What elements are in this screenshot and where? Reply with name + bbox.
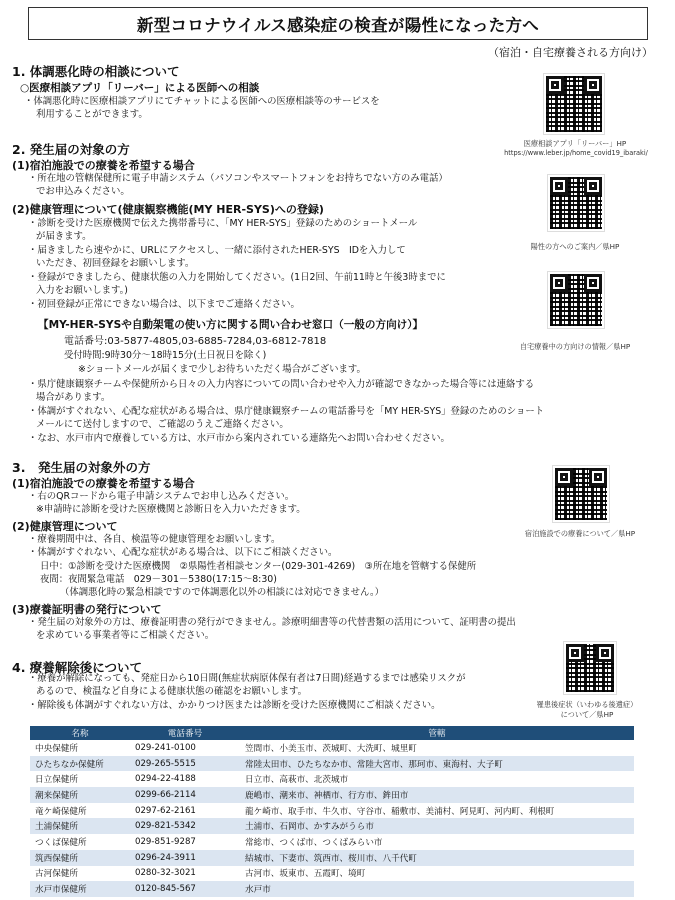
cell-jurisdiction: 龍ケ崎市、取手市、牛久市、守谷市、稲敷市、美浦村、阿見町、河内町、利根町 bbox=[240, 803, 634, 819]
section1-line2: 利用することができます。 bbox=[36, 109, 148, 120]
section2-b4: いただき、初回登録をお願いします。 bbox=[36, 258, 195, 269]
section2-c4: メールにて送付しますので、ご確認のうえご連絡ください。 bbox=[36, 419, 289, 430]
cell-phone: 029-241-0100 bbox=[130, 740, 240, 756]
cell-phone: 029-265-5515 bbox=[130, 756, 240, 772]
section2-heading: 2. 発生届の対象の方 bbox=[12, 142, 130, 157]
cell-phone: 0280-32-3021 bbox=[130, 866, 240, 882]
qr5-caption1: 罹患後症状（いわゆる後遺症） bbox=[536, 700, 638, 709]
table-row bbox=[30, 787, 634, 803]
qr3-caption: 自宅療養中の方向けの情報／県HP bbox=[519, 342, 631, 351]
section1-line1: ・体調悪化時に医療相談アプリにてチャットによる医師への医療相談等のサービスを bbox=[24, 96, 380, 107]
cell-name: つくば保健所 bbox=[30, 834, 130, 850]
section2-b6: 入力をお願いします。) bbox=[36, 285, 128, 296]
cell-jurisdiction: 鹿嶋市、潮来市、神栖市、行方市、鉾田市 bbox=[240, 787, 634, 803]
cell-name: ひたちなか保健所 bbox=[30, 756, 130, 772]
section2-c3: ・体調がすぐれない、心配な症状がある場合は、県庁健康観察チームの電話番号を「MY HER-SYS」登録のためのショート bbox=[28, 406, 545, 417]
section1-heading: 1. 体調悪化時の相談について bbox=[12, 64, 180, 79]
cell-jurisdiction: 日立市、高萩市、北茨城市 bbox=[240, 771, 634, 787]
section3-b3: 日中：①診断を受けた医療機関 ②県陽性者相談センター(029-301-4269) ③所在地を管轄する保健所 bbox=[40, 561, 477, 572]
page-title: 新型コロナウイルス感染症の検査が陽性になった方へ bbox=[136, 15, 540, 35]
section4-l3: ・解除後も体調がすぐれない方は、かかりつけ医または診断を受けた医療機関にご相談ください。 bbox=[28, 700, 441, 711]
cell-name: 日立保健所 bbox=[30, 771, 130, 787]
leber-qr-code[interactable] bbox=[544, 74, 604, 134]
section3-heading: 3. 発生届の対象外の方 bbox=[12, 460, 151, 475]
table-row bbox=[30, 818, 634, 834]
cell-name: 竜ケ崎保健所 bbox=[30, 803, 130, 819]
contact-note: ※ショートメールが届くまで少しお待ちいただく場合がございます。 bbox=[78, 364, 366, 375]
cell-name: 水戸市保健所 bbox=[30, 881, 130, 897]
table-header-row bbox=[30, 726, 634, 740]
section3-b1: ・療養期間中は、各自、検温等の健康管理をお願いします。 bbox=[28, 534, 281, 545]
table-row bbox=[30, 850, 634, 866]
section2-c5: ・なお、水戸市内で療養している方は、水戸市から案内されている連絡先へお問い合わせください。 bbox=[28, 433, 450, 444]
qr4-caption: 宿泊施設での療養について／県HP bbox=[524, 529, 636, 538]
section2-a1: ・所在地の管轄保健所に電子申請システム（パソコンやスマートフォンをお持ちでない方のみ電話） bbox=[28, 173, 448, 184]
section3-b4: 夜間：夜間緊急電話 029－301－5380(17:15～8:30) bbox=[40, 574, 277, 585]
cell-phone: 0296-24-3911 bbox=[130, 850, 240, 866]
contact-hours: 受付時間:9時30分～18時15分(土日祝日を除く) bbox=[64, 350, 267, 361]
cell-name: 中央保健所 bbox=[30, 740, 130, 756]
table-row bbox=[30, 881, 634, 897]
home-care-qr-code[interactable] bbox=[548, 272, 604, 328]
section2-b7: ・初回登録が正常にできない場合は、以下までご連絡ください。 bbox=[28, 299, 300, 310]
section4-l1: ・療養が解除になっても、発症日から10日間(無症状病原体保有者は7日間)経過するまでは感染リスクが bbox=[28, 673, 466, 684]
table-row bbox=[30, 740, 634, 756]
section2-a2: でお申込みください。 bbox=[36, 186, 130, 197]
section2-c1: ・県庁健康観察チームや保健所から日々の入力内容についての問い合わせや入力が確認できなかった場合等には連絡する bbox=[28, 379, 535, 390]
qr1-url[interactable]: https://www.leber.jp/home_covid19_ibaraki/ bbox=[504, 149, 648, 157]
qr2-caption: 陽性の方へのご案内／県HP bbox=[530, 242, 620, 251]
section2-sub2: (2)健康管理について(健康観察機能(MY HER-SYS)への登録) bbox=[12, 203, 324, 216]
section3-a2: ※申請時に診断を受けた医療機関と診断日を入力いただきます。 bbox=[36, 504, 306, 515]
section2-b3: ・届きましたら速やかに、URLにアクセスし、一緒に添付されたHER-SYS IDを入力して bbox=[28, 245, 406, 256]
cell-name: 筑西保健所 bbox=[30, 850, 130, 866]
qr5-caption2: について／県HP bbox=[560, 710, 614, 719]
cell-phone: 0120-845-567 bbox=[130, 881, 240, 897]
health-center-table bbox=[30, 726, 634, 897]
table-row bbox=[30, 834, 634, 850]
cell-jurisdiction: 常総市、つくば市、つくばみらい市 bbox=[240, 834, 634, 850]
page-subtitle: （宿泊・自宅療養される方向け） bbox=[488, 46, 653, 59]
cell-jurisdiction: 水戸市 bbox=[240, 881, 634, 897]
section3-sub1: (1)宿泊施設での療養を希望する場合 bbox=[12, 477, 195, 490]
section3-sub3: (3)療養証明書の発行について bbox=[12, 603, 162, 616]
section3-b2: ・体調がすぐれない、心配な症状がある場合は、以下にご相談ください。 bbox=[28, 547, 338, 558]
contact-tel: 電話番号:03-5877-4805,03-6885-7284,03-6812-7818 bbox=[64, 336, 327, 347]
section3-b5: （体調悪化時の緊急相談ですので体調悪化以外の相談には対応できません。） bbox=[60, 587, 384, 598]
table-row bbox=[30, 771, 634, 787]
cell-name: 潮来保健所 bbox=[30, 787, 130, 803]
section2-b5: ・登録ができましたら、健康状態の入力を開始してください。(1日2回、午前11時と午後3時までに bbox=[28, 272, 446, 283]
cell-phone: 0299-66-2114 bbox=[130, 787, 240, 803]
positive-guide-qr-code[interactable] bbox=[548, 175, 604, 231]
section2-c2: 場合があります。 bbox=[36, 392, 111, 403]
contact-box-title: 【MY-HER-SYSや自動架電の使い方に関する問い合わせ窓口（一般の方向け）】 bbox=[38, 319, 424, 331]
cell-jurisdiction: 常陸太田市、ひたちなか市、常陸大宮市、那珂市、東海村、大子町 bbox=[240, 756, 634, 772]
qr1-caption: 医療相談アプリ「リーバー」HP bbox=[523, 139, 627, 148]
table-row bbox=[30, 756, 634, 772]
section3-sub2: (2)健康管理について bbox=[12, 520, 118, 533]
section2-sub1: (1)宿泊施設での療養を希望する場合 bbox=[12, 159, 195, 172]
cell-jurisdiction: 土浦市、石岡市、かすみがうら市 bbox=[240, 818, 634, 834]
section3-a1: ・右のQRコードから電子申請システムでお申し込みください。 bbox=[28, 491, 295, 502]
section2-b1: ・診断を受けた医療機関で伝えた携帯番号に、「MY HER-SYS」登録のためのショートメール bbox=[28, 218, 418, 229]
cell-jurisdiction: 古河市、坂東市、五霞町、境町 bbox=[240, 866, 634, 882]
section3-c1: ・発生届の対象外の方は、療養証明書の発行ができません。診療明細書等の代替書類の活用について、証明書の提出 bbox=[28, 617, 516, 628]
cell-phone: 029-821-5342 bbox=[130, 818, 240, 834]
cell-phone: 0297-62-2161 bbox=[130, 803, 240, 819]
cell-name: 古河保健所 bbox=[30, 866, 130, 882]
cell-jurisdiction: 結城市、下妻市、筑西市、桜川市、八千代町 bbox=[240, 850, 634, 866]
section3-c2: を求めている事業者等にご相談ください。 bbox=[36, 630, 215, 641]
cell-phone: 029-851-9287 bbox=[130, 834, 240, 850]
section1-sub: ○医療相談アプリ「リーバー」による医師への相談 bbox=[20, 82, 260, 94]
table-row bbox=[30, 803, 634, 819]
cell-phone: 0294-22-4188 bbox=[130, 771, 240, 787]
section4-heading: 4. 療養解除後について bbox=[12, 660, 143, 675]
header-jurisdiction: 管轄 bbox=[240, 726, 634, 740]
post-covid-qr-code[interactable] bbox=[564, 642, 616, 694]
header-phone: 電話番号 bbox=[130, 726, 240, 740]
table-row bbox=[30, 866, 634, 882]
cell-jurisdiction: 笠間市、小美玉市、茨城町、大洗町、城里町 bbox=[240, 740, 634, 756]
section2-b2: が届きます。 bbox=[36, 231, 92, 242]
header-name: 名称 bbox=[30, 726, 130, 740]
cell-name: 土浦保健所 bbox=[30, 818, 130, 834]
title-box bbox=[28, 7, 648, 40]
section4-l2: あるので、検温など自身による健康状態の確認をお願いします。 bbox=[36, 686, 307, 697]
lodging-qr-code[interactable] bbox=[553, 466, 609, 522]
